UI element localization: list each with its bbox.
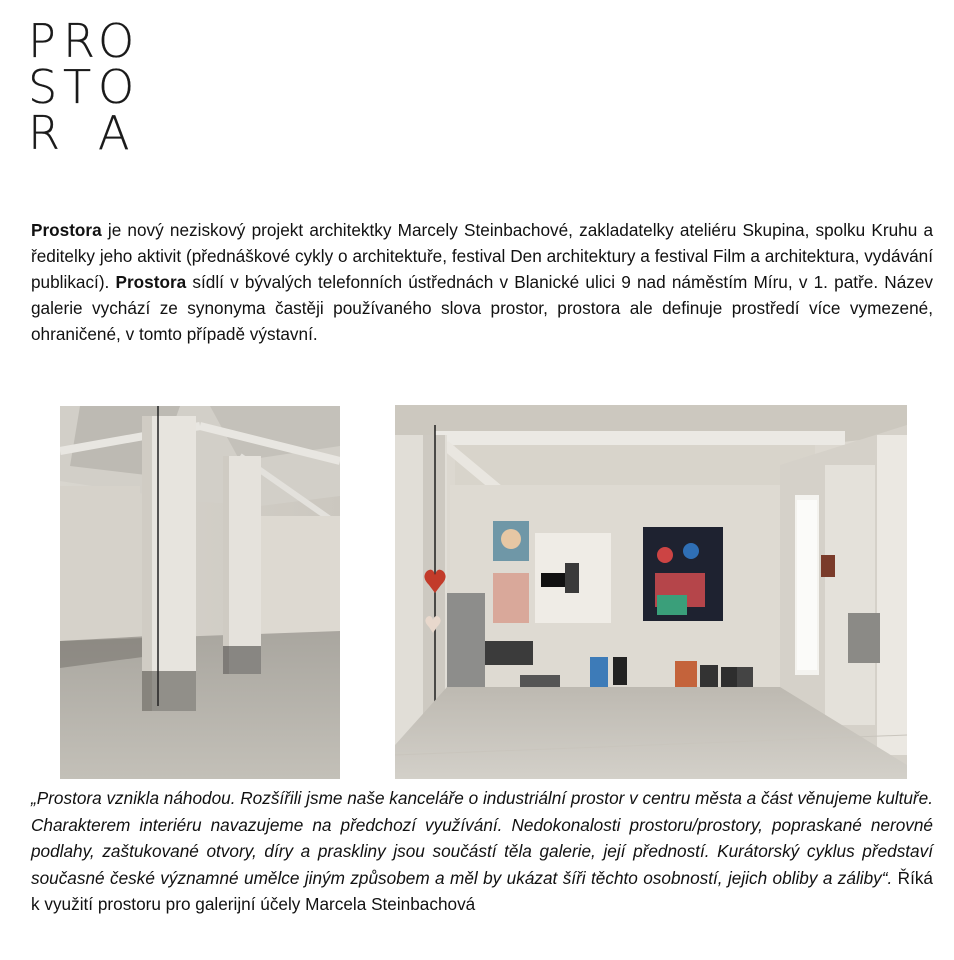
quote-paragraph: [31, 785, 933, 918]
logo-row-1: [28, 14, 137, 68]
logo-letter: O: [98, 14, 137, 68]
logo-letter: R: [28, 106, 62, 160]
logo-letter: P: [28, 14, 58, 68]
logo-letter: T: [63, 60, 94, 114]
gallery-exhibition-photo: [395, 405, 907, 779]
logo-letter: R: [63, 14, 97, 68]
logo-letter: A: [98, 106, 132, 160]
intro-text: je nový neziskový projekt architektky Marcely Steinbachové, zakladatelky ateliéru Skupina, spolku Kruhu a ředitelky jeho aktivit (přednáškové cykly o architektuře, festival Den architektury a festival Film a architektura, vydávání publikací).: [31, 220, 933, 292]
intro-bold-name: Prostora: [31, 220, 102, 240]
quote-attribution: Říká k využití prostoru pro galerijní účely Marcela Steinbachová: [31, 867, 933, 914]
gallery-empty-photo: [60, 406, 340, 779]
quote-italic-text: „Prostora vznikla náhodou. Rozšířili jsme naše kanceláře o industriální prostor v centru města a část věnujeme kultuře. Charakterem interiéru navazujeme na předchozí využívání. Nedokonalosti prostoru/prostory, popraskané nerovné podlahy, zaštukované otvory, díry a praskliny jsou součástí těla galerie, její předností. Kurátorský cyklus představí současné české významné umělce jiným způsobem a měl by ukázat šíři těchto osobností, jejich obliby a záliby“.: [31, 788, 933, 888]
logo-letter: S: [28, 60, 60, 114]
intro-bold-name: Prostora: [115, 272, 187, 292]
logo-row-3: [28, 106, 132, 160]
intro-paragraph: [31, 217, 933, 347]
logo-letter: [63, 110, 97, 156]
intro-text: sídlí v bývalých telefonních ústřednách v Blanické ulici 9 nad náměstím Míru, v 1. patře. Název galerie vychází ze synonyma častěji používaného slova prostor, prostora ale definuje prostředí více vymezené, ohraničené, v tomto případě výstavní.: [31, 272, 934, 344]
logo-row-2: [28, 60, 137, 114]
logo-letter: O: [98, 60, 137, 114]
prostora-logo: [28, 14, 148, 160]
